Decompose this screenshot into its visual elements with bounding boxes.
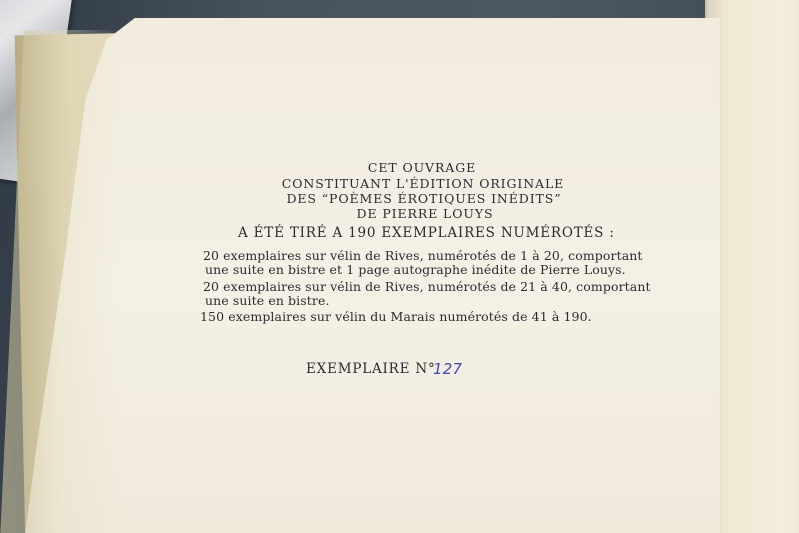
edition-2-line-2: une suite en bistre. <box>205 293 330 308</box>
copy-label: EXEMPLAIRE N° <box>306 361 436 377</box>
title-line-3: DES “POÈMES ÉROTIQUES INÉDITS” <box>286 191 562 206</box>
edition-2-line-1: 20 exemplaires sur vélin de Rives, numérotés de 21 à 40, comportant <box>203 279 651 294</box>
title-line-1: CET OUVRAGE <box>367 160 477 175</box>
title-line-2: CONSTITUANT L'ÉDITION ORIGINALE <box>281 176 565 191</box>
edition-1-line-2: une suite en bistre et 1 page autographe inédite de Pierre Louys. <box>205 262 626 277</box>
edition-3-line-1: 150 exemplaires sur vélin du Marais numérotés de 41 à 190. <box>200 309 592 324</box>
edition-1-line-1: 20 exemplaires sur vélin de Rives, numérotés de 1 à 20, comportant <box>203 248 643 263</box>
print-run-statement: A ÉTÉ TIRÉ A 190 EXEMPLAIRES NUMÉROTÉS : <box>238 225 615 241</box>
title-line-4: DE PIERRE LOUYS <box>356 206 494 221</box>
handwritten-copy-number: 127 <box>433 360 463 378</box>
